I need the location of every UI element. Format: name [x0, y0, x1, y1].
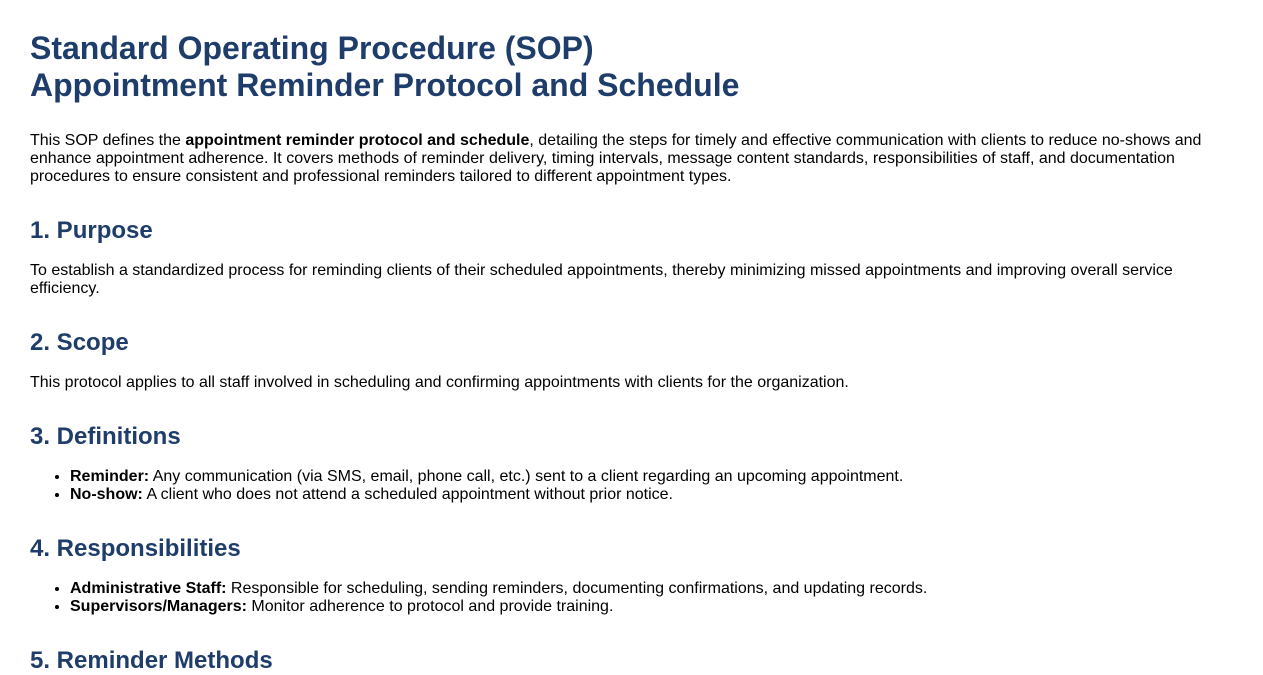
- intro-text-end: , detailing the steps for timely and effective communication with clients to reduce no-shows and enhance appointment adherence. It covers methods of reminder delivery, timing intervals, message content standards, responsibilities of staff, and documentation procedures to ensure consistent and professional reminders tailored to different appointment types.: [30, 132, 1202, 185]
- definition-term: Reminder:: [70, 468, 150, 485]
- responsibility-role: Administrative Staff:: [70, 580, 227, 597]
- responsibilities-list: [30, 580, 1233, 616]
- intro-text-start: This SOP defines the: [30, 132, 186, 149]
- definition-text: A client who does not attend a scheduled appointment without prior notice.: [142, 486, 673, 503]
- title-line-2: Appointment Reminder Protocol and Schedule: [30, 67, 740, 103]
- definition-term: No-show:: [70, 486, 143, 503]
- intro-bold-text: appointment reminder protocol and schedule: [185, 132, 530, 149]
- definition-text: Any communication (via SMS, email, phone call, etc.) sent to a client regarding an upcoming appointment.: [149, 468, 904, 485]
- responsibility-role: Supervisors/Managers:: [70, 598, 247, 615]
- responsibility-item: [70, 580, 1233, 598]
- scope-heading: 2. Scope: [30, 329, 129, 356]
- purpose-text: To establish a standardized process for reminding clients of their scheduled appointments, thereby minimizing missed appointments and improving overall service efficiency.: [30, 262, 1173, 297]
- title-line-1: Standard Operating Procedure (SOP): [30, 30, 594, 66]
- scope-text: This protocol applies to all staff involved in scheduling and confirming appointments with clients for the organization.: [30, 374, 849, 391]
- document-title: [30, 30, 1233, 104]
- purpose-heading: 1. Purpose: [30, 217, 153, 244]
- definition-item: [70, 468, 1233, 486]
- responsibility-item: [70, 598, 1233, 616]
- definition-item: [70, 486, 1233, 504]
- responsibility-text: Responsible for scheduling, sending reminders, documenting confirmations, and updating records.: [226, 580, 928, 597]
- definitions-list: [30, 468, 1233, 504]
- definitions-heading: 3. Definitions: [30, 423, 181, 450]
- responsibilities-heading: 4. Responsibilities: [30, 535, 241, 562]
- methods-heading: 5. Reminder Methods: [30, 647, 273, 674]
- intro-paragraph: [30, 132, 1233, 186]
- responsibility-text: Monitor adherence to protocol and provide training.: [246, 598, 614, 615]
